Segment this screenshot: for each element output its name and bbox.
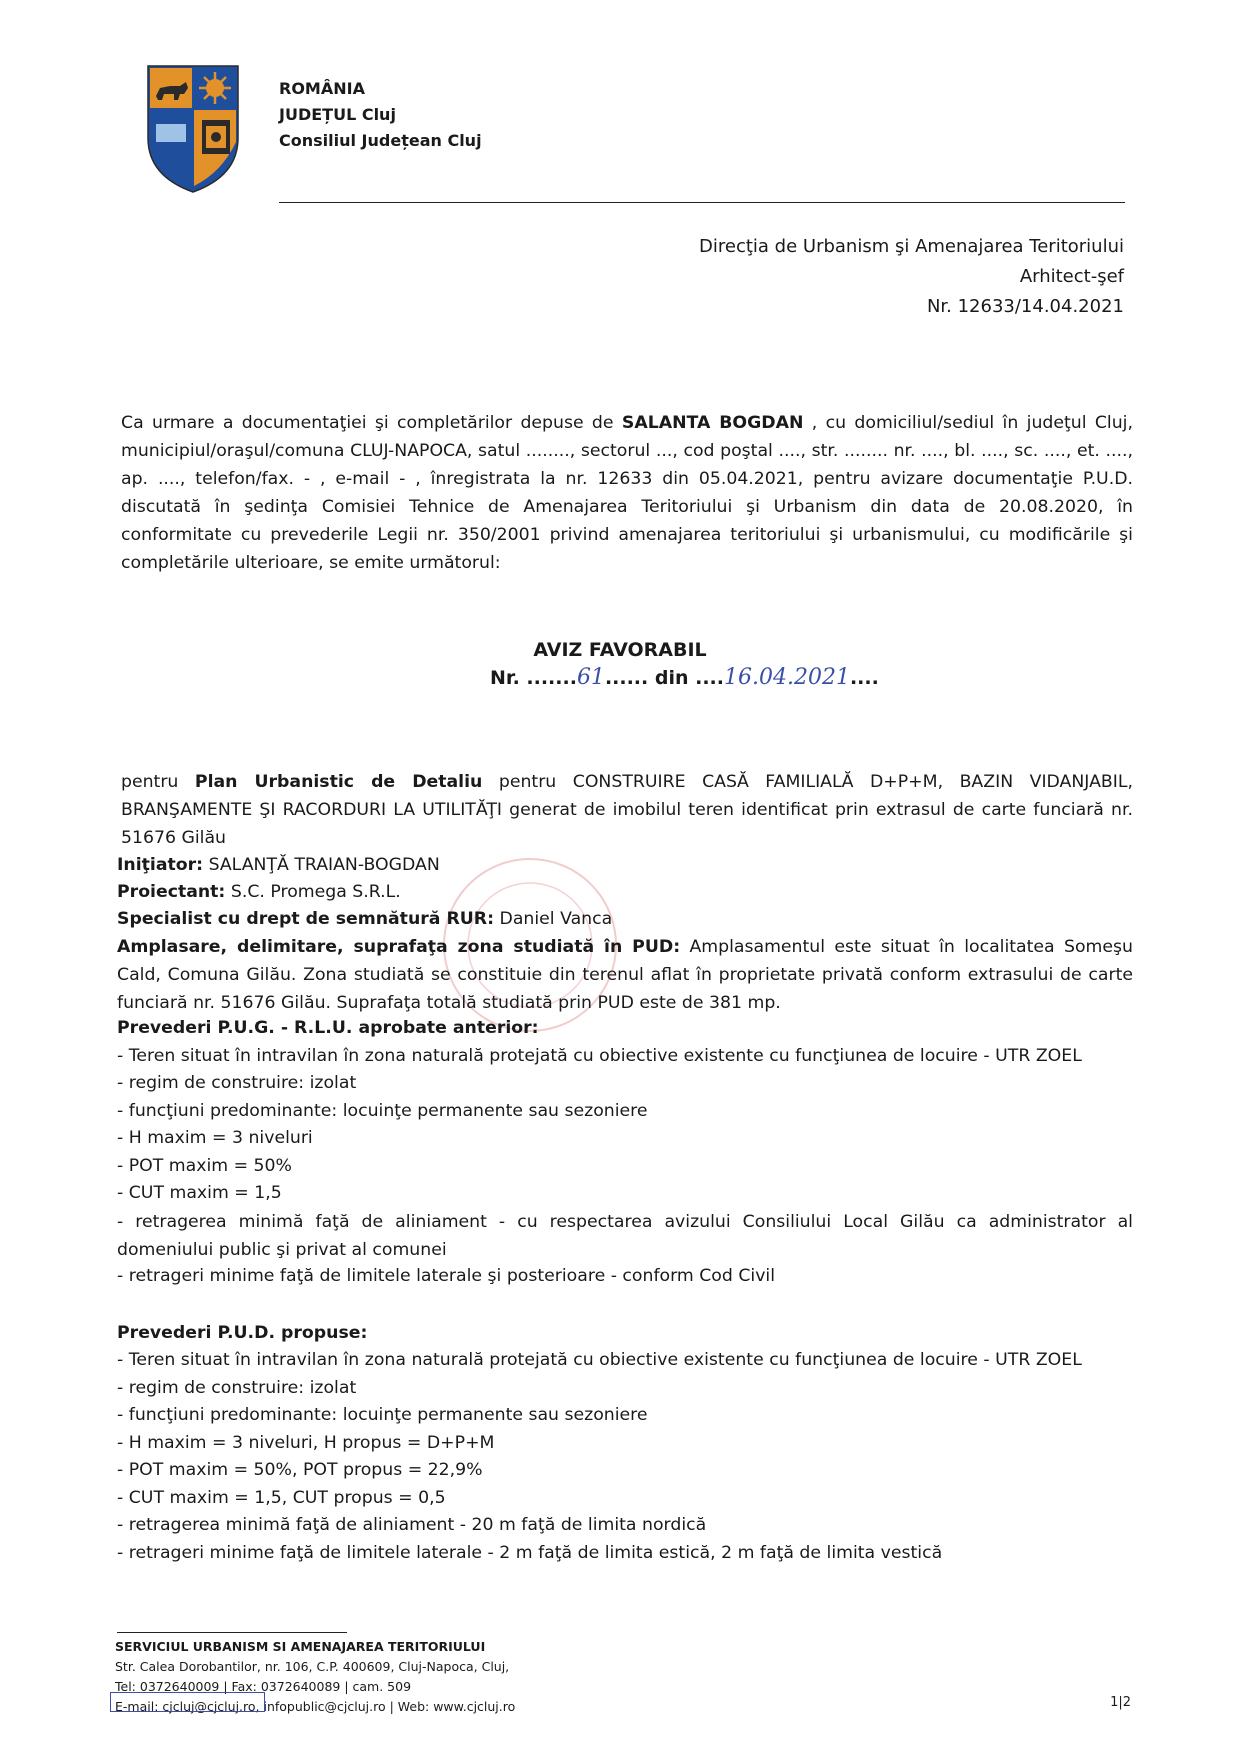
location-label: Amplasare, delimitare, suprafaţa zona studiată în PUD: xyxy=(117,937,681,957)
purpose-description: pentru CONSTRUIRE CASĂ FAMILIALĂ D+P+M, BAZIN VIDANJABIL, BRANŞAMENTE ŞI RACORDURI LA UTILITĂŢI generat de imobilul teren identificat prin extrasul de carte funciară nr. 51676 Gilău xyxy=(121,772,1133,848)
intro-paragraph xyxy=(121,409,1133,577)
designer-value: S.C. Promega S.R.L. xyxy=(225,882,401,902)
county-name: JUDEȚUL Cluj xyxy=(279,105,396,124)
pud-item: - Teren situat în intravilan în zona naturală protejată cu obiective existente cu funcţiunea de locuire - UTR ZOEL xyxy=(117,1350,1082,1370)
footer-service-name: SERVICIUL URBANISM SI AMENAJAREA TERITORIULUI xyxy=(115,1639,486,1654)
registration-number: Nr. 12633/14.04.2021 xyxy=(926,296,1124,317)
specialist-line xyxy=(117,906,612,934)
pug-item: - POT maxim = 50% xyxy=(117,1156,292,1176)
intro-text-start: Ca urmare a documentaţiei şi completărilor depuse de xyxy=(121,413,622,433)
dots: ...... xyxy=(604,667,649,689)
aviz-din-label: din xyxy=(648,667,696,689)
specialist-label: Specialist cu drept de semnătură RUR: xyxy=(117,909,495,929)
specialist-value: Daniel Vanca xyxy=(494,909,613,929)
pug-item: - retragerea minimă faţă de aliniament - cu respectarea avizului Consiliului Local Gilău ca administrator al domeniului public şi privat al comunei xyxy=(117,1212,1133,1260)
pud-item: - POT maxim = 50%, POT propus = 22,9% xyxy=(117,1460,483,1480)
location-paragraph xyxy=(117,933,1133,1017)
initiator-label: Iniţiator: xyxy=(117,855,204,875)
page-number: 1|2 xyxy=(1110,1695,1131,1710)
designer-label: Proiectant: xyxy=(117,882,226,902)
initiator-line xyxy=(117,852,440,880)
document-title: AVIZ FAVORABIL xyxy=(533,639,707,661)
pud-item: - CUT maxim = 1,5, CUT propus = 0,5 xyxy=(117,1488,446,1508)
aviz-number-handwritten: 61 xyxy=(576,665,605,690)
footer-divider xyxy=(117,1632,347,1633)
department-name: Direcţia de Urbanism şi Amenajarea Teritoriului xyxy=(699,236,1124,257)
header-divider xyxy=(279,202,1125,203)
country-name: ROMÂNIA xyxy=(279,79,365,98)
handwritten-email-highlight xyxy=(110,1692,265,1712)
applicant-name: SALANTA BOGDAN xyxy=(621,413,804,433)
pud-item: - funcţiuni predominante: locuinţe permanente sau sezoniere xyxy=(117,1405,648,1425)
location-value: Amplasamentul este situat în localitatea Someşu Cald, Comuna Gilău. Zona studiată se constituie din terenul aflat în proprietate privată conform extrasului de carte funciară nr. 51676 Gilău. Suprafaţa totală studiată prin PUD este de 381 mp. xyxy=(117,937,1133,1013)
pud-item: - H maxim = 3 niveluri, H propus = D+P+M xyxy=(117,1433,495,1453)
dots: .... xyxy=(849,667,879,689)
pud-item: - regim de construire: izolat xyxy=(117,1378,357,1398)
aviz-date-handwritten: 16.04.2021 xyxy=(724,665,850,690)
footer-contact: E-mail: cjcluj@cjcluj.ro, infopublic@cjcluj.ro | Web: www.cjcluj.ro xyxy=(115,1699,516,1714)
pug-item: - CUT maxim = 1,5 xyxy=(117,1183,282,1203)
pug-item: - Teren situat în intravilan în zona naturală protejată cu obiective existente cu funcţiunea de locuire - UTR ZOEL xyxy=(117,1046,1082,1066)
purpose-prefix: pentru xyxy=(121,772,195,792)
intro-text-rest: , cu domiciliul/sediul în judeţul Cluj, municipiul/oraşul/comuna CLUJ-NAPOCA, satul ........, sectorul ..., cod poştal ...., str. ........ nr. ...., bl. ...., sc. ...., et. ...., ap. ...., telefon/fax. - , e-mail - , înregistrata la nr. 12633 din 05.04.2021, pentru avizare documentaţie P.U.D. discutată în şedinţa Comisiei Tehnice de Amenajarea Teritoriului şi Urbanism din data de 20.08.2020, în conformitate cu prevederile Legii nr. 350/2001 privind amenajarea teritoriului şi urbanismului, cu modificările şi completările ulterioare, se emite următorul: xyxy=(121,413,1133,573)
purpose-paragraph xyxy=(121,768,1133,852)
footer-phones: Tel: 0372640009 | Fax: 0372640089 | cam. 509 xyxy=(115,1679,412,1694)
council-name: Consiliul Județean Cluj xyxy=(279,131,482,150)
plan-type: Plan Urbanistic de Detaliu xyxy=(194,772,483,792)
pud-item: - retrageri minime faţă de limitele laterale - 2 m faţă de limita estică, 2 m faţă de limita vestică xyxy=(117,1543,943,1563)
pug-section-title: Prevederi P.U.G. - R.L.U. aprobate anterior: xyxy=(117,1018,539,1038)
county-coat-of-arms-icon xyxy=(146,64,240,194)
aviz-number-line xyxy=(490,665,879,690)
pud-item: - retragerea minimă faţă de aliniament - 20 m faţă de limita nordică xyxy=(117,1515,707,1535)
dots: ....... xyxy=(526,667,577,689)
pug-item: - H maxim = 3 niveluri xyxy=(117,1128,313,1148)
footer-address: Str. Calea Dorobantilor, nr. 106, C.P. 400609, Cluj-Napoca, Cluj, xyxy=(115,1659,510,1674)
dots: .... xyxy=(695,667,724,689)
pud-section-title: Prevederi P.U.D. propuse: xyxy=(117,1323,368,1343)
pug-item: - retrageri minime faţă de limitele laterale şi posterioare - conform Cod Civil xyxy=(117,1266,776,1286)
pug-item: - funcţiuni predominante: locuinţe permanente sau sezoniere xyxy=(117,1101,648,1121)
aviz-nr-label: Nr. xyxy=(490,667,527,689)
initiator-value: SALANŢĂ TRAIAN-BOGDAN xyxy=(203,855,440,875)
department-role: Arhitect-şef xyxy=(1019,266,1124,287)
pug-item: - regim de construire: izolat xyxy=(117,1073,357,1093)
designer-line xyxy=(117,879,401,907)
